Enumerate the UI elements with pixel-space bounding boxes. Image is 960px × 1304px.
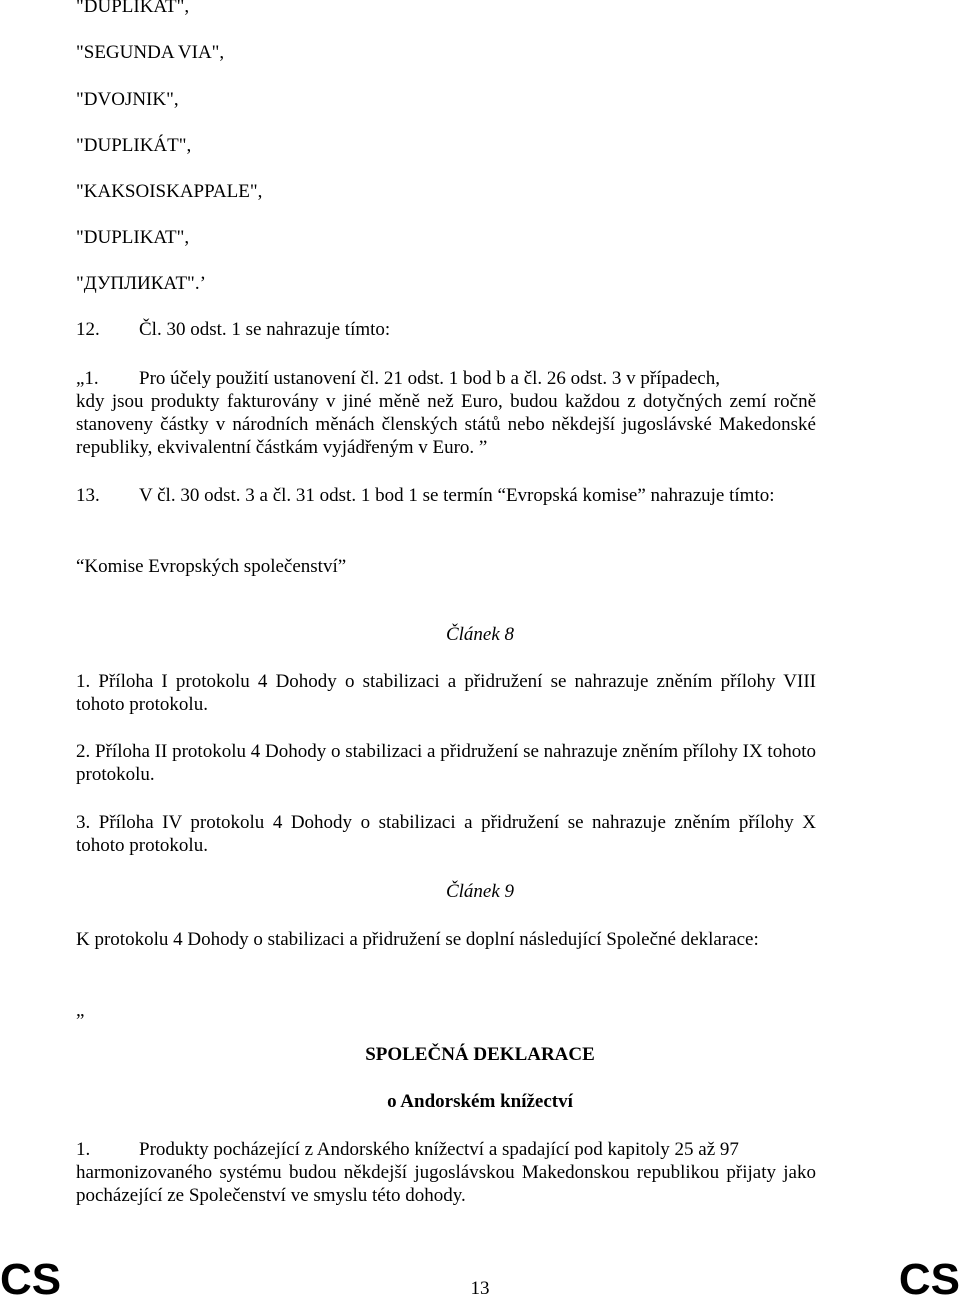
- declaration-paragraph-1-rest: harmonizovaného systému budou někdejší jugoslávskou Makedonskou republikou přijaty jako pocházející ze Společenství ve smyslu této dohody.: [76, 1162, 816, 1206]
- duplicate-label-3: "DVOJNIK",: [76, 89, 179, 110]
- article-8-paragraph-3: 3. Příloha IV protokolu 4 Dohody o stabilizaci a přidružení se nahrazuje zněním přílohy X tohoto protokolu.: [76, 812, 816, 856]
- item-12-paragraph: [76, 367, 816, 459]
- duplicate-label-5: "KAKSOISKAPPALE",: [76, 181, 263, 202]
- item-12: [76, 319, 390, 341]
- opening-quote: „: [76, 1000, 85, 1021]
- declaration-subtitle: o Andorském knížectví: [387, 1091, 573, 1112]
- article-8-paragraph-1: 1. Příloha I protokolu 4 Dohody o stabilizaci a přidružení se nahrazuje zněním přílohy VIII tohoto protokolu.: [76, 671, 816, 715]
- item-13-quote: “Komise Evropských společenství”: [76, 556, 347, 577]
- footer-language-left: CS: [0, 1255, 62, 1304]
- item-12-number: 12.: [76, 319, 100, 340]
- duplicate-label-1: "DUPLIKAT",: [76, 0, 190, 17]
- declaration-paragraph-1-first-line: [76, 1138, 816, 1161]
- article-9-paragraph: K protokolu 4 Dohody o stabilizaci a přidružení se doplní následující Společné deklarace:: [76, 929, 759, 950]
- duplicate-label-7: "ДУПЛИКАТ".’: [76, 273, 206, 294]
- article-8-heading: Článek 8: [445, 624, 515, 645]
- item-12-first-line: [76, 367, 816, 390]
- article-9-heading: Článek 9: [445, 881, 515, 902]
- page-number: 13: [470, 1278, 490, 1299]
- declaration-paragraph-1-number: 1.: [76, 1139, 91, 1160]
- declaration-title: SPOLEČNÁ DEKLARACE: [365, 1044, 595, 1065]
- article-8-paragraph-2: 2. Příloha II protokolu 4 Dohody o stabilizaci a přidružení se nahrazuje zněním přílohy IX tohoto protokolu.: [76, 741, 816, 785]
- duplicate-label-4: "DUPLIKÁT",: [76, 135, 192, 156]
- duplicate-label-6: "DUPLIKAT",: [76, 227, 190, 248]
- item-12-sub-first: Pro účely použití ustanovení čl. 21 odst. 1 bod b a čl. 26 odst. 3 v případech,: [139, 368, 720, 389]
- item-13-text: V čl. 30 odst. 3 a čl. 31 odst. 1 bod 1 se termín “Evropská komise” nahrazuje tímto:: [139, 485, 775, 506]
- duplicate-label-2: "SEGUNDA VIA",: [76, 42, 225, 63]
- item-12-sub-number: „1.: [76, 368, 99, 389]
- item-12-text: Čl. 30 odst. 1 se nahrazuje tímto:: [139, 319, 391, 340]
- item-13-number: 13.: [76, 485, 100, 506]
- declaration-paragraph-1-first: Produkty pocházející z Andorského knížectví a spadající pod kapitoly 25 až 97: [139, 1139, 739, 1160]
- item-13: [76, 484, 816, 507]
- declaration-paragraph-1: [76, 1138, 816, 1207]
- item-12-sub-rest: kdy jsou produkty fakturovány v jiné měně než Euro, budou každou z dotyčných zemí ročně stanoveny částky v národních měnách členských států nebo někdejší jugoslávské Makedonské republiky, ekvivalentní částkám vyjádřeným v Euro. ”: [76, 391, 816, 458]
- footer-language-right: CS: [898, 1255, 960, 1304]
